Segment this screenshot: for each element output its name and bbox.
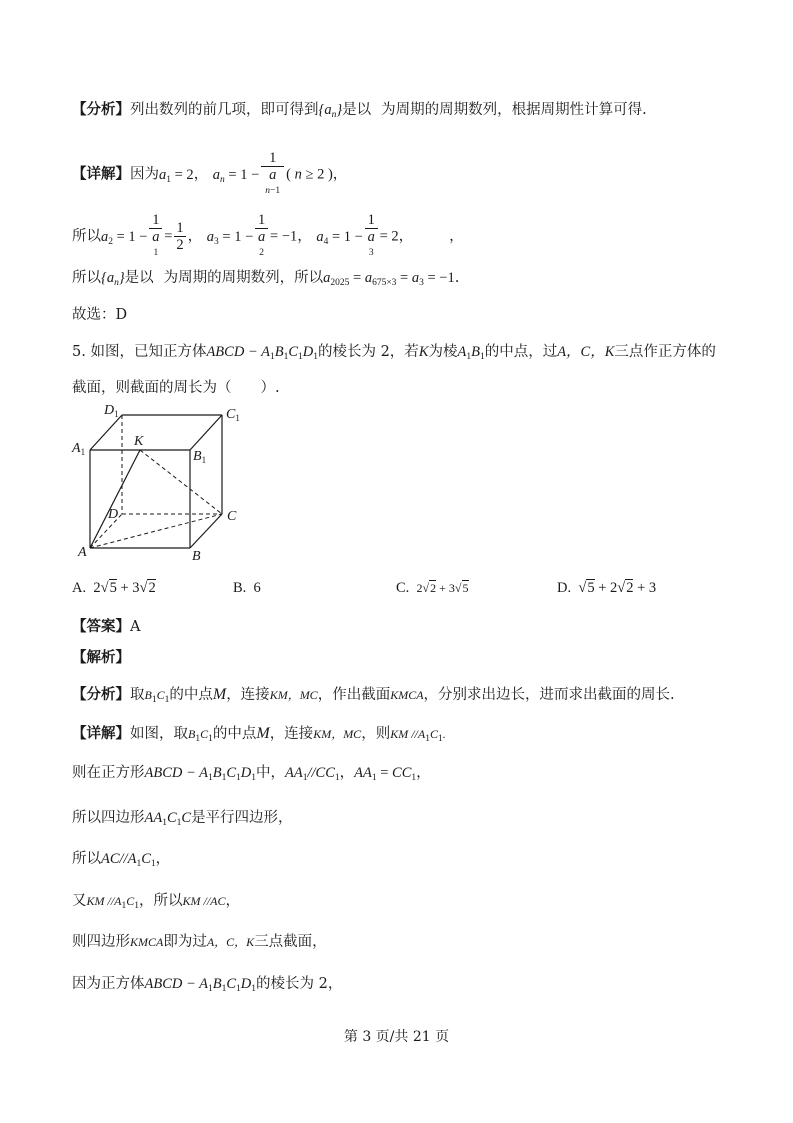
label-k: K xyxy=(134,434,144,449)
edge-a1d1 xyxy=(90,415,122,450)
detail-line-3: 所以$\{a_n\}$是以 为周期的周期数列，所以$a_{2025} = a_{675\times 3} = a_3 = -1$. xyxy=(72,270,460,288)
analysis-line-1: 【分析】列出数列的前几项，即可得到$\{a_n\}$是以 为周期的周期数列，根据周期性计算可得. xyxy=(72,101,647,120)
question-line-2: 截面，则截面的周长为（ ）. xyxy=(72,380,280,396)
option-a: A. 2√5 + 3√2 xyxy=(72,580,156,596)
analysis-tag: 【分析】 xyxy=(72,101,130,118)
detail-line-1: 【详解】因为$a_1 = 2$， $a_n = 1$ − 1 a n−1 ( n ≥ 2 )， xyxy=(72,150,347,199)
analysis-line-2: 【分析】取$B_1C_1$的中点M，连接KM，MC，作出截面KMCA，分别求出边长，进而求出截面的周长. xyxy=(72,686,675,705)
proof-line-6: 因为正方体ABCD − $A_1B_1C_1D_1$的棱长为 2， xyxy=(72,976,343,994)
question-line-1: 5. 如图，已知正方体ABCD − $A_1B_1C_1D_1$的棱长为 2，若K为棱$A_1B_1$的中点，过A，C，K三点作正方体的 xyxy=(72,344,716,362)
jiexi-line: 【解析】 xyxy=(72,649,130,666)
edge-b1c1 xyxy=(190,415,222,450)
fraction: 1 a n−1 xyxy=(261,150,284,199)
label-b1: $B_1$ xyxy=(193,449,207,465)
cube-figure xyxy=(70,400,270,565)
option-b: B. 6 xyxy=(233,580,261,596)
proof-line-4: 又KM $//A_1C_1$，所以KM //AC， xyxy=(72,893,241,911)
proof-line-1: 则在正方形ABCD − $A_1B_1C_1D_1$中，$AA_1//CC_1$，$AA_1 = CC_1$， xyxy=(72,765,431,783)
edge-bc xyxy=(190,514,222,548)
choice-line: 故选：D xyxy=(72,307,128,323)
label-c: C xyxy=(227,509,237,524)
hidden-edge-kc xyxy=(140,450,222,514)
label-a1: $A_1$ xyxy=(72,441,86,457)
label-d: D xyxy=(108,507,119,522)
label-b: B xyxy=(192,549,201,564)
label-c1: $C_1$ xyxy=(226,407,240,423)
proof-line-3: 所以$AC//A_1C_1$， xyxy=(72,851,171,869)
label-a: A xyxy=(78,545,87,560)
proof-line-5: 则四边形KMCA即为过A，C，K三点截面， xyxy=(72,934,327,950)
detail-line-2: 所以$a_2 = 1$ − 1 a 1 = $\frac{1}{2}$ ， $a_3 = 1$ − 1 a 2 = −1， $a_4 = 1$ − 1 a 3 = 2， ， xyxy=(72,212,464,258)
detail-line-4: 【详解】如图，取$B_1C_1$的中点M，连接KM，MC，则KM $//A_1C_1$. xyxy=(72,725,446,744)
answer-line: 【答案】A xyxy=(72,618,141,635)
page-footer: 第 3 页/共 21 页 xyxy=(343,1029,450,1045)
option-c: C. 2√2 + 3√5 xyxy=(396,580,469,596)
option-d: D. √5 + 2√2 + 3 xyxy=(557,580,657,596)
proof-line-2: 所以四边形$AA_1C_1C$是平行四边形， xyxy=(72,810,293,828)
label-d1: $D_1$ xyxy=(104,403,119,419)
edge-ak xyxy=(90,450,140,548)
